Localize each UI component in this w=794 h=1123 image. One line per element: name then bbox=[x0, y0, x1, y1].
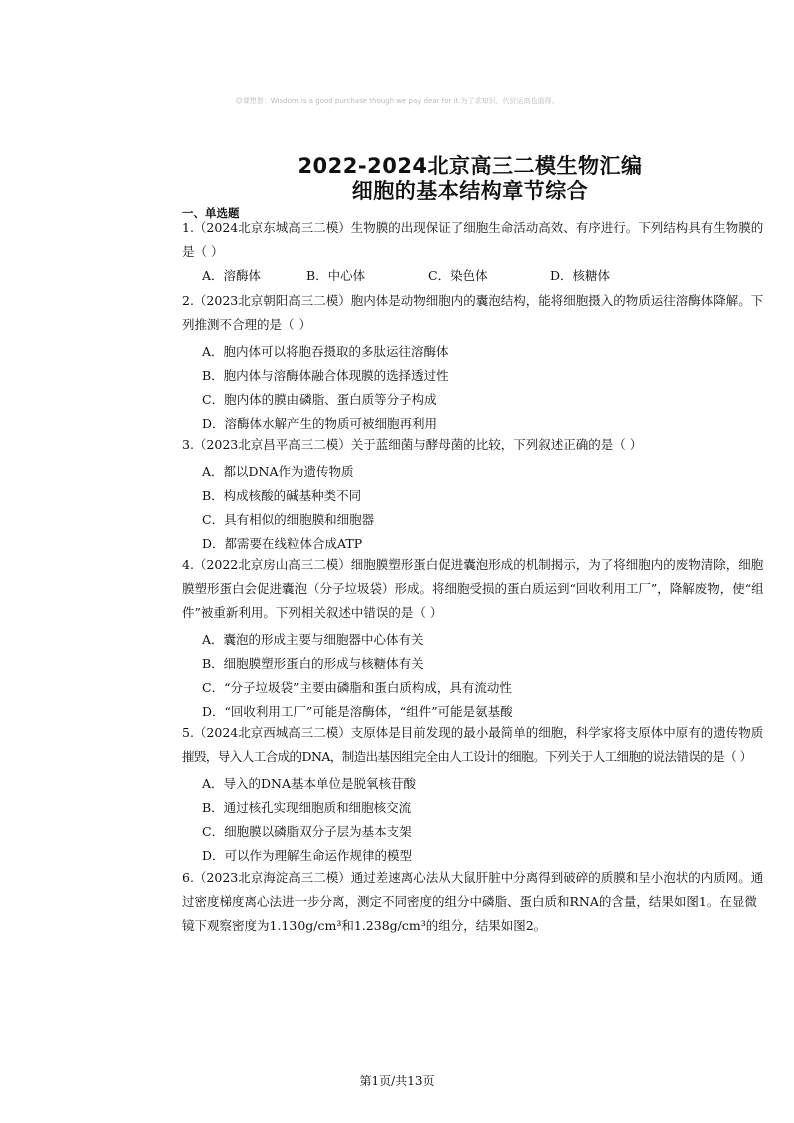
section-heading: 一、单选题 bbox=[182, 206, 240, 220]
question-1-line-2: 是（ ） bbox=[182, 244, 224, 259]
page-number: 第1页/共13页 bbox=[359, 1074, 435, 1088]
question-5-line-2: 摧毁，导入人工合成的DNA，制造出基因组完全由人工设计的细胞。下列关于人工细胞的说法错误的是（ ） bbox=[182, 749, 752, 764]
question-3-option-a: A．都以DNA作为遗传物质 bbox=[202, 464, 354, 479]
question-4-line-1: 4.（2022北京房山高三二模）细胞膜塑形蛋白促进囊泡形成的机制揭示，为了将细胞内的废物清除，细胞 bbox=[182, 557, 764, 572]
question-3 bbox=[182, 433, 762, 457]
question-2-option-c: C．胞内体的膜由磷脂、蛋白质等分子构成 bbox=[202, 392, 437, 407]
question-5-option-d: D．可以作为理解生命运作规律的模型 bbox=[202, 848, 413, 863]
question-4-option-d: D．“回收利用工厂”可能是溶酶体，“组件”可能是氨基酸 bbox=[202, 704, 513, 719]
question-5-line-1: 5.（2024北京西城高三二模）支原体是目前发现的最小最简单的细胞，科学家将支原体中原有的遗传物质 bbox=[182, 725, 764, 740]
question-6-line-3: 镜下观察密度为1.130g/cm³和1.238g/cm³的组分，结果如图2。 bbox=[182, 918, 547, 933]
question-3-option-d: D．都需要在线粒体合成ATP bbox=[202, 536, 363, 551]
question-1-line-1: 1.（2024北京东城高三二模）生物膜的出现保证了细胞生命活动高效、有序进行。下列结构具有生物膜的 bbox=[182, 220, 764, 235]
question-4-option-c: C．“分子垃圾袋”主要由磷脂和蛋白质构成，具有流动性 bbox=[202, 680, 512, 695]
question-3-option-b: B．构成核酸的碱基种类不同 bbox=[202, 488, 362, 503]
question-4-line-3: 件”被重新利用。下列相关叙述中错误的是（ ） bbox=[182, 605, 443, 620]
page-title: 2022-2024北京高三二模生物汇编 bbox=[297, 154, 643, 178]
question-4-option-a: A．囊泡的形成主要与细胞器中心体有关 bbox=[202, 632, 424, 647]
question-2-line-1: 2.（2023北京朝阳高三二模）胞内体是动物细胞内的囊泡结构，能将细胞摄入的物质运往溶酶体降解。下 bbox=[182, 293, 764, 308]
question-1-option-c: C．染色体 bbox=[428, 268, 488, 283]
question-1-option-b: B．中心体 bbox=[306, 268, 366, 283]
question-5-option-c: C．细胞膜以磷脂双分子层为基本支架 bbox=[202, 824, 412, 839]
question-1-option-a: A．溶酶体 bbox=[202, 268, 262, 283]
question-4-option-b: B．细胞膜塑形蛋白的形成与核糖体有关 bbox=[202, 656, 424, 671]
question-2-option-a: A．胞内体可以将胞吞摄取的多肽运往溶酶体 bbox=[202, 344, 449, 359]
question-2-option-b: B．胞内体与溶酶体融合体现膜的选择透过性 bbox=[202, 368, 449, 383]
question-2 bbox=[182, 289, 762, 337]
question-2-option-d: D．溶酶体水解产生的物质可被细胞再利用 bbox=[202, 416, 438, 431]
question-1-option-d: D．核糖体 bbox=[550, 268, 611, 283]
question-6 bbox=[182, 866, 762, 938]
question-5-option-a: A．导入的DNA基本单位是脱氧核苷酸 bbox=[202, 776, 417, 791]
watermark-text: ☺课想智：Wisdom is a good purchase though we pay dear for it.为了求知识，代价运高也值得。 bbox=[235, 97, 559, 105]
question-6-line-1: 6.（2023北京海淀高三二模）通过差速离心法从大鼠肝脏中分离得到破碎的质膜和呈小泡状的内质网。通 bbox=[182, 870, 764, 885]
question-5-option-b: B．通过核孔实现细胞质和细胞核交流 bbox=[202, 800, 412, 815]
question-3-option-c: C．具有相似的细胞膜和细胞器 bbox=[202, 512, 375, 527]
question-6-line-2: 过密度梯度离心法进一步分离，测定不同密度的组分中磷脂、蛋白质和RNA的含量，结果如图1。在显微 bbox=[182, 894, 757, 909]
question-1 bbox=[182, 216, 762, 264]
question-5 bbox=[182, 721, 762, 769]
question-4 bbox=[182, 553, 762, 625]
page-subtitle: 细胞的基本结构章节综合 bbox=[351, 179, 589, 203]
question-2-line-2: 列推测不合理的是（ ） bbox=[182, 317, 311, 332]
question-3-line-1: 3.（2023北京昌平高三二模）关于蓝细菌与酵母菌的比较，下列叙述正确的是（ ） bbox=[182, 437, 643, 452]
question-4-line-2: 膜塑形蛋白会促进囊泡（分子垃圾袋）形成。将细胞受损的蛋白质运到“回收利用工厂”，降解废物，使“组 bbox=[182, 581, 764, 596]
